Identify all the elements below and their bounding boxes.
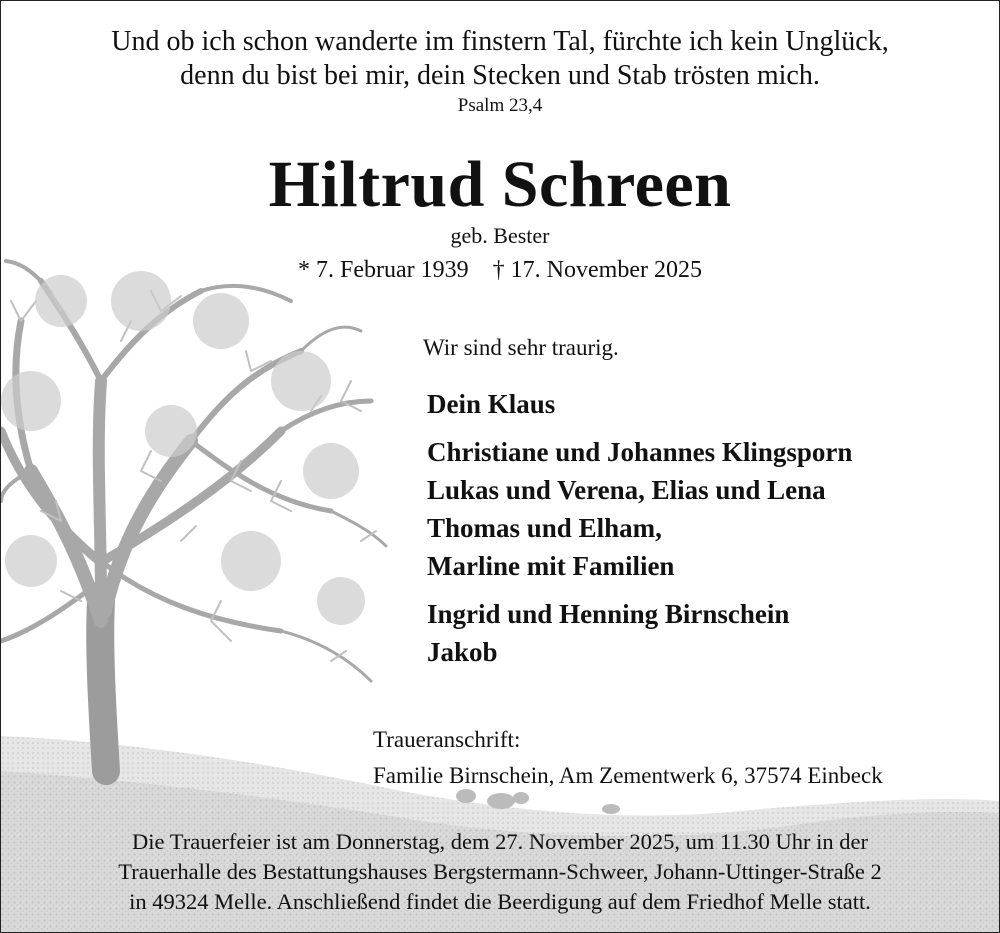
verse-line-2: denn du bist bei mir, dein Stecken und Stab trösten mich.	[180, 60, 820, 91]
service-line: Trauerhalle des Bestattungshauses Bergstermann-Schweer, Johann-Uttinger-Straße 2	[118, 859, 882, 884]
address-label: Traueranschrift:	[373, 727, 521, 752]
mourner-line: Christiane und Johannes Klingsporn	[427, 437, 853, 467]
mourner-line: Lukas und Verena, Elias und Lena	[427, 475, 826, 505]
service-info	[1, 827, 999, 917]
verse-line-1: Und ob ich schon wanderte im finstern Tal, fürchte ich kein Unglück,	[111, 26, 889, 57]
mourner-line: Marline mit Familien	[427, 551, 675, 581]
verse-source: Psalm 23,4	[457, 95, 543, 116]
mourners-intro: Wir sind sehr traurig.	[423, 335, 619, 360]
mourner-line: Thomas und Elham,	[427, 513, 662, 543]
birth-name: geb. Bester	[450, 223, 550, 248]
service-line: in 49324 Melle. Anschließend findet die Beerdigung auf dem Friedhof Melle statt.	[129, 889, 871, 914]
life-dates	[1, 257, 999, 284]
death-date: † 17. November 2025	[492, 257, 702, 283]
mourner-line: Dein Klaus	[427, 389, 556, 419]
birth-date: * 7. Februar 1939	[298, 257, 469, 283]
service-line: Die Trauerfeier ist am Donnerstag, dem 27. November 2025, um 11.30 Uhr in der	[132, 829, 868, 854]
address-value: Familie Birnschein, Am Zementwerk 6, 37574 Einbeck	[373, 763, 883, 788]
mourner-line: Jakob	[427, 637, 498, 667]
mourner-line: Ingrid und Henning Birnschein	[427, 599, 790, 629]
deceased-name: Hiltrud Schreen	[268, 148, 732, 221]
